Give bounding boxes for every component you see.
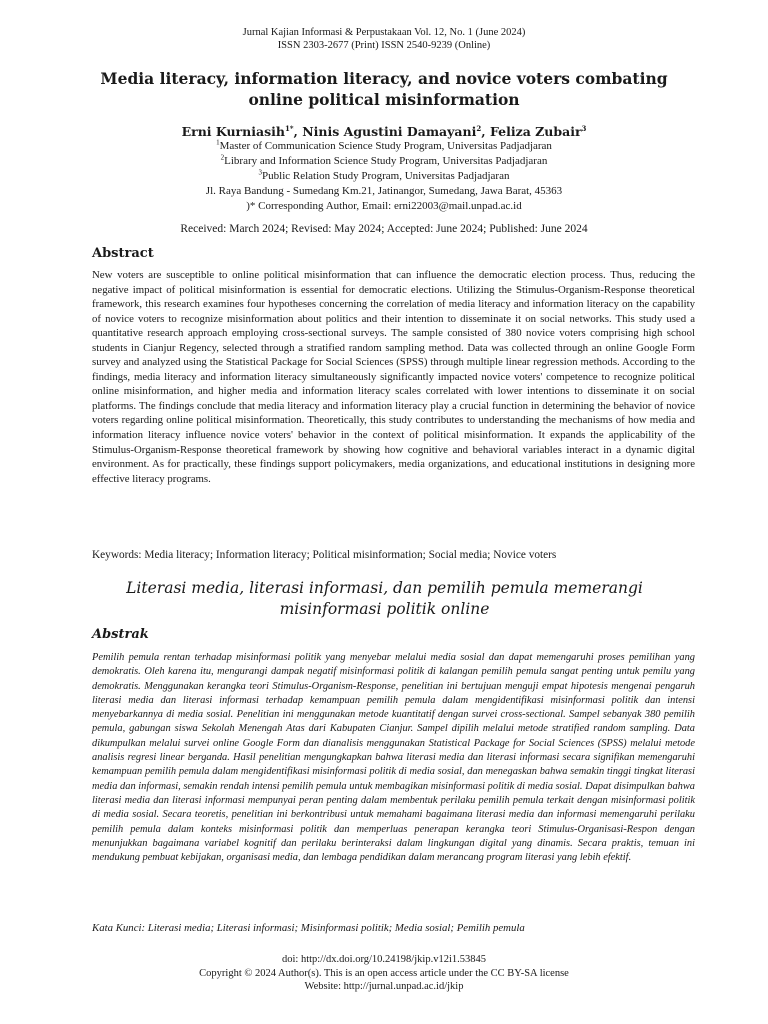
article-title-indonesian: Literasi media, literasi informasi, dan pemilih pemula memerangi misinformasi politik online <box>126 579 643 618</box>
author-name: Erni Kurniasih <box>181 124 285 139</box>
affiliation-mark: 3 <box>258 168 263 177</box>
journal-issn: ISSN 2303-2677 (Print) ISSN 2540-9239 (Online) <box>277 40 491 51</box>
corresponding-author: )* Corresponding Author, Email: erni22003@mail.unpad.ac.id <box>246 200 522 212</box>
affiliation-mark: 2 <box>220 153 225 162</box>
author-affiliation-mark: 1* <box>284 123 294 133</box>
journal-citation: Jurnal Kajian Informasi & Perpustakaan Vol. 12, No. 1 (June 2024) <box>242 27 526 38</box>
publication-dates: Received: March 2024; Revised: May 2024; Accepted: June 2024; Published: June 2024 <box>180 223 588 235</box>
affiliation-line: $^3$Public Relation Study Program, Universitas Padjadjaran <box>258 168 510 182</box>
page-footer <box>0 953 768 994</box>
author-name: Ninis Agustini Damayani <box>302 124 477 139</box>
keywords: Keywords: Media literacy; Information literacy; Political misinformation; Social media; Novice voters <box>92 549 557 561</box>
article-title-english: Media literacy, information literacy, and novice voters combating online political misinformation <box>100 69 668 109</box>
author-name: Feliza Zubair <box>489 124 582 139</box>
affiliation-line: $^2$Library and Information Science Study Program, Universitas Padjadjaran <box>220 153 548 167</box>
abstract-heading: Abstract <box>92 246 154 261</box>
abstrak-body: Pemilih pemula rentan terhadap misinformasi politik yang menyebar melalui media sosial dan dapat memengaruhi proses pemilihan yang demokratis. Oleh karena itu, mengurangi dampak negatif misinformasi politik di kalangan pemilih pemula sangat penting untuk pemilu yang demokratis. Menggunakan kerangka teori Stimulus-Organism-Response, penelitian ini bertujuan menguji empat hipotesis mengenai pengaruh literasi media dan literasi informasi terhadap kemampuan pemilih pemula dalam mengidentifikasi misinformasi politik dan intensi menyebarkannya di media sosial. Penelitian ini menggunakan metode kuantitatif dengan survei cross-sectional. Sampel sebanyak 380 pemilih pemula, gabungan siswa Sekolah Menengah Atas dari Kabupaten Cianjur. Sampel dipilih melalui metode stratified random sampling. Data dikumpulkan melalui survei online Google Form dan dianalisis menggunakan Statistical Package for Social Sciences (SPSS) melalui metode analisis regresi linear berganda. Hasil penelitian mengungkapkan bahwa literasi media dan literasi informasi secara signifikan memengaruhi kemampuan pemilih pemula dalam mengidentifikasi misinformasi politik di media sosial, dan menegaskan bahwa semakin tinggi tingkat literasi media dan informasi, semakin rendah intensi pemilih pemula untuk membagikan misinformasi politik di media sosial. Dapat disimpulkan bahwa literasi media dan literasi informasi mempunyai peran penting dalam membentuk perilaku pemilih pemula terkait dengan misinformasi politik di media sosial. Secara teoretis, penelitian ini berkontribusi untuk memahami bagaimana literasi media dan informasi memengaruhi perilaku pemilih pemula dalam konteks misinformasi politik dan memperluas penerapan kerangka teori Stimulus-Organisasi-Respon dengan menunjukkan bagaimana variabel kognitif dan perilaku berinteraksi dalam lingkungan digital yang dinamis. Secara praktis, temuan ini mendukung pembuat kebijakan, organisasi media, dan lembaga pendidikan dalam merancang program literasi yang lebih efektif. <box>92 652 695 864</box>
affiliation-line: $^1$Master of Communication Science Study Program, Universitas Padjadjaran <box>216 138 552 152</box>
author-affiliation-mark: 3 <box>581 123 587 133</box>
copyright-notice: Copyright © 2024 Author(s). This is an open access article under the CC BY-SA license <box>199 967 569 979</box>
author-affiliation-mark: 2 <box>476 123 482 133</box>
abstrak-heading: Abstrak <box>92 627 149 642</box>
author-list: Erni Kurniasih$^{1*}$, Ninis Agustini Damayani$^2$, Feliza Zubair$^3$ <box>181 123 587 139</box>
kata-kunci: Kata Kunci: Literasi media; Literasi informasi; Misinformasi politik; Media sosial; Pemilih pemula <box>92 922 525 934</box>
journal-header <box>0 26 768 52</box>
affiliation-block <box>0 139 768 214</box>
website-link[interactable]: Website: http://jurnal.unpad.ac.id/jkip <box>304 981 464 992</box>
affiliation-address: Jl. Raya Bandung - Sumedang Km.21, Jatinangor, Sumedang, Jawa Barat, 45363 <box>205 185 563 197</box>
affiliation-mark: 1 <box>216 138 220 147</box>
abstract-body: New voters are susceptible to online political misinformation that can influence the democratic election process. Thus, reducing the negative impact of political misinformation is essential for democratic elections. Utilizing the Stimulus-Organism-Response theoretical framework, this research examines four hypotheses concerning the correlation of media literacy and information literacy on the capability of novice voters to recognize misinformation about politics and their intention to disseminate it on social networks. This study used a quantitative research approach employing cross-sectional surveys. The sample consisted of 380 novice voters comprising high school students in Cianjur Regency, selected through a stratified random sampling method. Data was collected through an online Google Form survey and analyzed using the Statistical Package for Social Sciences (SPSS) through multiple linear regression methods. According to the findings, media literacy and information literacy simultaneously significantly impacted novice voters' competence to recognize political online misinformation, and higher media and information literacy scales correlated with lower intentions to disseminate it on social platforms. The findings conclude that media literacy and information literacy play a crucial function in determining the behavior of novice voters regarding online political misinformation. Theoretically, this study contributes to understanding the mechanisms of how media and information literacy influence novice voters' behavior in the context of political misinformation. It expands the applicability of the Stimulus-Organism-Response theoretical framework by showing how cognitive and behavioral variables interact in a dynamic digital environment. As for practically, these findings support policymakers, media organizations, and educational institutions in designing more effective literacy programs. <box>92 269 695 485</box>
doi-link[interactable]: doi: http://dx.doi.org/10.24198/jkip.v12i1.53845 <box>282 954 486 965</box>
